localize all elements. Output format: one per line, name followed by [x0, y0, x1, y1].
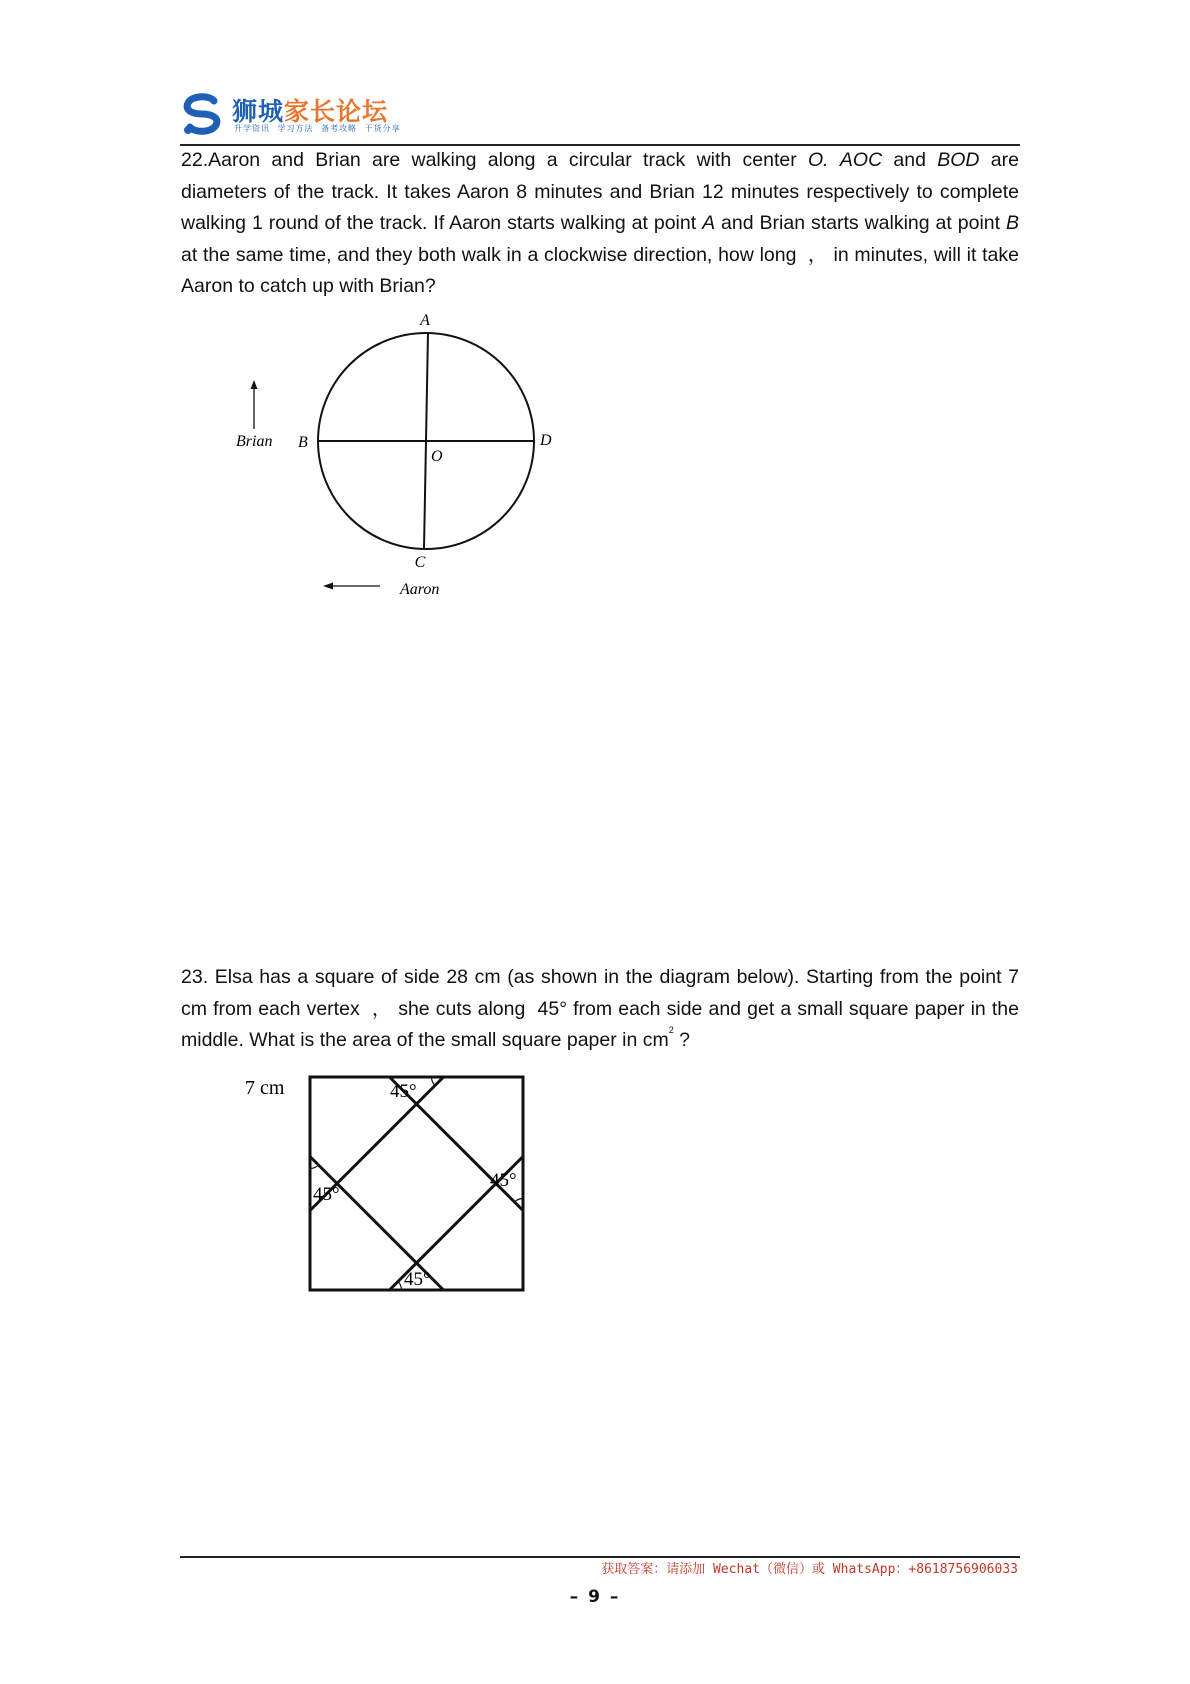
brian-arrow-head — [251, 380, 258, 389]
aaron-arrow-head — [323, 583, 333, 590]
label-c: C — [414, 554, 426, 571]
forum-logo — [180, 92, 224, 136]
square-cut-diagram — [230, 1060, 530, 1300]
answer-contact-note: 获取答案：请添加 Wechat（微信）或 WhatsApp：+8618756906033 — [601, 1562, 1018, 1577]
angle-label-top: 45° — [390, 1081, 417, 1102]
question-22-text: 22.Aaron and Brian are walking along a circular track with center O. AOC and BOD are diameters of the track. It takes Aaron 8 minutes and Brian 12 minutes respectively to complete walking 1 round of the track. If Aaron starts walking at point A and Brian starts walking at point B at the same time, and they both walk in a clockwise direction, how long ， in minutes, will it take Aaron to catch up with Brian? — [181, 149, 1019, 297]
label-o: O — [431, 448, 443, 465]
angle-label-left: 45° — [313, 1184, 340, 1205]
forum-tagline: 升学资讯 学习方法 备考攻略 干货分享 — [234, 124, 401, 133]
circular-track-diagram — [220, 305, 580, 600]
label-d: D — [540, 432, 552, 449]
label-aaron: Aaron — [400, 581, 440, 598]
page-header — [180, 92, 1020, 144]
label-b: B — [298, 434, 308, 451]
label-brian: Brian — [236, 433, 273, 450]
page-number: – 9 – — [569, 1587, 621, 1607]
angle-label-bottom: 45° — [404, 1269, 431, 1290]
forum-name: 狮城家长论坛 — [232, 97, 389, 126]
angle-label-right: 45° — [490, 1170, 517, 1191]
label-a: A — [420, 312, 430, 329]
question-23-text: 23. Elsa has a square of side 28 cm (as shown in the diagram below). Starting from the point 7 cm from each vertex ， she cuts along 45° from each side and get a small square paper in the middle. What is the area of the small square paper in $cm^2$ ? — [181, 966, 1019, 1051]
label-7cm: 7 cm — [245, 1077, 285, 1099]
